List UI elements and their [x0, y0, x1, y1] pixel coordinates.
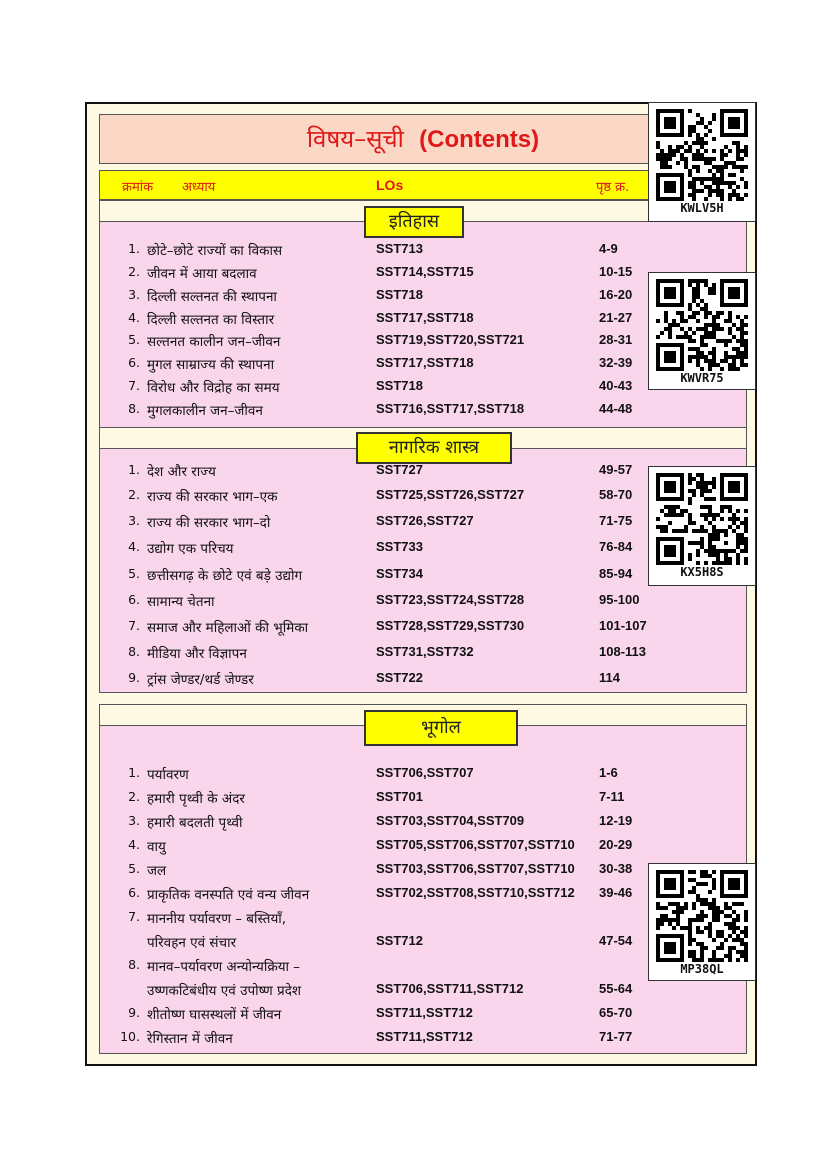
chapter-number: 7.: [128, 909, 140, 924]
chapter-number: 2.: [128, 789, 140, 804]
chapter-los: SST714,SST715: [376, 264, 474, 279]
qr-code-icon: [656, 109, 748, 201]
chapter-title: उद्योग एक परिचय: [147, 541, 234, 557]
chapter-los: SST734: [376, 566, 423, 581]
page-range: 101-107: [599, 618, 647, 633]
chapter-number: 9.: [128, 670, 140, 685]
chapter-los: SST728,SST729,SST730: [376, 618, 525, 633]
header-serial: क्रमांक: [122, 180, 154, 195]
chapter-title: मीडिया और विज्ञापन: [147, 646, 247, 662]
chapter-title: सामान्य चेतना: [147, 594, 215, 610]
chapter-number: 5.: [128, 861, 140, 876]
table-row: [100, 241, 746, 263]
chapter-title: रेगिस्तान में जीवन: [147, 1031, 233, 1047]
chapter-los: SST717,SST718: [376, 310, 474, 325]
chapter-title: जल: [147, 863, 167, 879]
chapter-title: परिवहन एवं संचार: [147, 935, 237, 951]
page-range: 85-94: [599, 566, 633, 581]
chapter-los: SST706,SST707: [376, 765, 474, 780]
chapter-title: विरोध और विद्रोह का समय: [147, 380, 280, 396]
table-row: [100, 670, 746, 692]
table-row: [100, 789, 746, 811]
qr-code[interactable]: [648, 863, 756, 981]
chapter-title: वायु: [147, 839, 166, 855]
page-range: 30-38: [599, 861, 633, 876]
page-range: 108-113: [599, 644, 646, 659]
chapter-los: SST717,SST718: [376, 355, 474, 370]
chapter-title: छत्तीसगढ़ के छोटे एवं बड़े उद्योग: [147, 568, 303, 584]
chapter-los: SST703,SST704,SST709: [376, 813, 525, 828]
qr-code-label: KWLV5H: [680, 201, 724, 215]
chapter-title: सल्तनत कालीन जन–जीवन: [147, 334, 281, 350]
page-range: 7-11: [599, 789, 625, 804]
chapter-number: 7.: [128, 618, 140, 633]
chapter-title: प्राकृतिक वनस्पति एवं वन्य जीवन: [147, 887, 310, 903]
title-english: (Contents): [419, 126, 540, 153]
page-range: 71-77: [599, 1029, 633, 1044]
page-range: 10-15: [599, 264, 633, 279]
page-range: 95-100: [599, 592, 640, 607]
qr-code-label: KX5H8S: [680, 565, 724, 579]
page-range: 21-27: [599, 310, 633, 325]
chapter-number: 9.: [128, 1005, 140, 1020]
header-chapter: अध्याय: [182, 180, 216, 195]
chapter-number: 6.: [128, 885, 140, 900]
chapter-los: SST713: [376, 241, 423, 256]
page-range: 47-54: [599, 933, 633, 948]
chapter-title: मानव–पर्यावरण अन्योन्यक्रिया –: [147, 959, 301, 975]
chapter-number: 4.: [128, 310, 140, 325]
qr-code-icon: [656, 279, 748, 371]
chapter-number: 8.: [128, 644, 140, 659]
chapter-number: 4.: [128, 539, 140, 554]
chapter-title: पर्यावरण: [147, 767, 189, 783]
chapter-title: मुगलकालीन जन–जीवन: [147, 403, 263, 419]
chapter-title: दिल्ली सल्तनत का विस्तार: [147, 312, 275, 328]
chapter-title: उष्णकटिबंधीय एवं उपोष्ण प्रदेश: [147, 983, 302, 999]
chapter-los: SST716,SST717,SST718: [376, 401, 525, 416]
qr-code-label: MP38QL: [680, 962, 724, 976]
chapter-title: देश और राज्य: [147, 464, 216, 480]
chapter-number: 2.: [128, 264, 140, 279]
chapter-los: SST726,SST727: [376, 513, 474, 528]
chapter-los: SST711,SST712: [376, 1005, 473, 1020]
chapter-los: SST725,SST726,SST727: [376, 487, 525, 502]
table-row: [100, 981, 746, 1003]
qr-code-icon: [656, 473, 748, 565]
page-range: 71-75: [599, 513, 633, 528]
chapter-title: राज्य की सरकार भाग–एक: [147, 489, 278, 505]
chapter-title: शीतोष्ण घासस्थलों में जीवन: [147, 1007, 282, 1023]
chapter-los: SST711,SST712: [376, 1029, 473, 1044]
qr-code-label: KWVR75: [680, 371, 724, 385]
chapter-los: SST712: [376, 933, 423, 948]
chapter-number: 3.: [128, 287, 140, 302]
table-row: [100, 1029, 746, 1051]
chapter-title: छोटे–छोटे राज्यों का विकास: [147, 243, 283, 259]
table-row: [100, 401, 746, 423]
chapter-los: SST733: [376, 539, 423, 554]
header-los: LOs: [376, 177, 404, 193]
chapter-los: SST706,SST711,SST712: [376, 981, 524, 996]
page-range: 28-31: [599, 332, 633, 347]
table-row: [100, 592, 746, 614]
chapter-title: दिल्ली सल्तनत की स्थापना: [147, 289, 277, 305]
section-title: भूगोल: [364, 710, 518, 746]
chapter-los: SST722: [376, 670, 423, 685]
page-range: 49-57: [599, 462, 633, 477]
chapter-los: SST718: [376, 378, 423, 393]
chapter-los: SST703,SST706,SST707,SST710: [376, 861, 575, 876]
chapter-number: 5.: [128, 332, 140, 347]
chapter-title: समाज और महिलाओं की भूमिका: [147, 620, 309, 636]
section-title: नागरिक शास्त्र: [356, 432, 512, 464]
chapter-title: माननीय पर्यावरण – बस्तियाँ,: [147, 911, 287, 927]
page-range: 16-20: [599, 287, 633, 302]
chapter-title: हमारी पृथ्वी के अंदर: [147, 791, 245, 807]
chapter-title: मुगल साम्राज्य की स्थापना: [147, 357, 275, 373]
table-row: [100, 644, 746, 666]
chapter-los: SST727: [376, 462, 423, 477]
chapter-number: 2.: [128, 487, 140, 502]
title-hindi: विषय–सूची: [306, 125, 404, 153]
page-range: 12-19: [599, 813, 633, 828]
chapter-los: SST731,SST732: [376, 644, 474, 659]
header-page: पृष्ठ क्र.: [596, 180, 630, 195]
chapter-title: ट्रांस जेण्डर/थर्ड जेण्डर: [147, 672, 254, 688]
chapter-number: 4.: [128, 837, 140, 852]
table-row: [100, 837, 746, 859]
page-range: 20-29: [599, 837, 633, 852]
page-range: 44-48: [599, 401, 633, 416]
chapter-title: जीवन में आया बदलाव: [147, 266, 257, 282]
chapter-number: 1.: [128, 462, 140, 477]
chapter-number: 3.: [128, 513, 140, 528]
table-row: [100, 765, 746, 787]
chapter-los: SST719,SST720,SST721: [376, 332, 525, 347]
page-range: 1-6: [599, 765, 618, 780]
chapter-los: SST718: [376, 287, 423, 302]
section-title: इतिहास: [364, 206, 464, 238]
page-range: 39-46: [599, 885, 633, 900]
page-range: 114: [599, 670, 620, 685]
chapter-number: 3.: [128, 813, 140, 828]
chapter-title: राज्य की सरकार भाग–दो: [147, 515, 271, 531]
page-range: 32-39: [599, 355, 633, 370]
chapter-los: SST702,SST708,SST710,SST712: [376, 885, 575, 900]
table-row: [100, 1005, 746, 1027]
page-range: 40-43: [599, 378, 633, 393]
chapter-los: SST723,SST724,SST728: [376, 592, 525, 607]
chapter-number: 10.: [120, 1029, 140, 1044]
chapter-los: SST701: [376, 789, 423, 804]
page-range: 4-9: [599, 241, 618, 256]
qr-code[interactable]: [648, 102, 756, 222]
qr-code-icon: [656, 870, 748, 962]
chapter-number: 5.: [128, 566, 140, 581]
chapter-number: 1.: [128, 241, 140, 256]
page-range: 58-70: [599, 487, 633, 502]
page-range: 76-84: [599, 539, 633, 554]
chapter-number: 7.: [128, 378, 140, 393]
chapter-number: 6.: [128, 592, 140, 607]
qr-code[interactable]: [648, 466, 756, 586]
chapter-number: 8.: [128, 401, 140, 416]
chapter-number: 8.: [128, 957, 140, 972]
page-range: 65-70: [599, 1005, 633, 1020]
qr-code[interactable]: [648, 272, 756, 390]
table-row: [100, 618, 746, 640]
chapter-number: 1.: [128, 765, 140, 780]
table-row: [100, 813, 746, 835]
chapter-number: 6.: [128, 355, 140, 370]
chapter-title: हमारी बदलती पृथ्वी: [147, 815, 243, 831]
chapter-los: SST705,SST706,SST707,SST710: [376, 837, 575, 852]
page-range: 55-64: [599, 981, 633, 996]
